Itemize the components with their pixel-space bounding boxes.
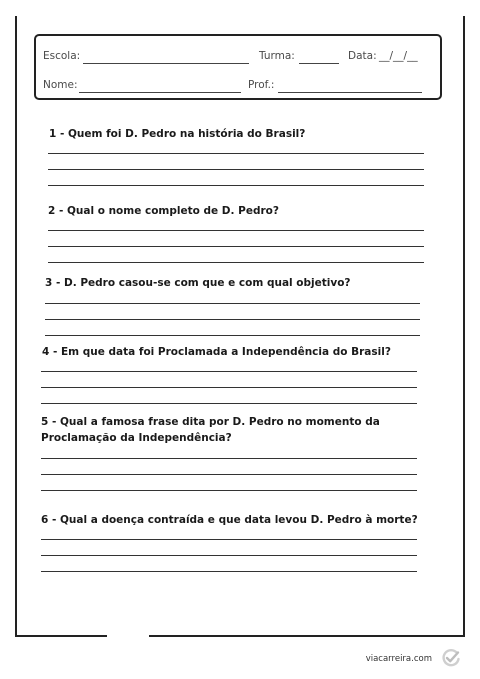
data-label: Data:: [348, 50, 377, 62]
turma-label: Turma:: [259, 50, 295, 62]
question-3: 3 - D. Pedro casou-se com que e com qual objetivo?: [45, 277, 351, 289]
footer-site[interactable]: viacarreira.com: [365, 654, 432, 664]
question-2: 2 - Qual o nome completo de D. Pedro?: [48, 205, 279, 217]
answer-line[interactable]: [48, 230, 424, 231]
prof-label: Prof.:: [248, 79, 275, 91]
answer-line[interactable]: [41, 539, 417, 540]
answer-line[interactable]: [41, 571, 417, 572]
nome-field[interactable]: [79, 92, 241, 93]
data-field[interactable]: __/__/__: [379, 50, 418, 62]
answer-line[interactable]: [48, 185, 424, 186]
answer-line[interactable]: [48, 169, 424, 170]
nome-label: Nome:: [43, 79, 78, 91]
answer-line[interactable]: [41, 555, 417, 556]
answer-line[interactable]: [41, 387, 417, 388]
answer-line[interactable]: [48, 262, 424, 263]
frame-gap: [107, 634, 149, 638]
question-5: 5 - Qual a famosa frase dita por D. Pedro no momento da Proclamação da Independência?: [41, 416, 380, 444]
escola-field[interactable]: [83, 63, 249, 64]
question-4: 4 - Em que data foi Proclamada a Independência do Brasil?: [42, 346, 391, 358]
answer-line[interactable]: [48, 153, 424, 154]
answer-line[interactable]: [48, 246, 424, 247]
viacarreira-check-icon: [441, 648, 461, 668]
escola-label: Escola:: [43, 50, 81, 62]
answer-line[interactable]: [45, 303, 420, 304]
answer-line[interactable]: [41, 371, 417, 372]
turma-field[interactable]: [299, 63, 339, 64]
page-frame: [15, 16, 465, 637]
answer-line[interactable]: [41, 458, 417, 459]
answer-line[interactable]: [45, 335, 420, 336]
question-1: 1 - Quem foi D. Pedro na história do Brasil?: [49, 128, 306, 140]
question-6: 6 - Qual a doença contraída e que data levou D. Pedro à morte?: [41, 514, 418, 526]
answer-line[interactable]: [41, 403, 417, 404]
answer-line[interactable]: [45, 319, 420, 320]
answer-line[interactable]: [41, 490, 417, 491]
answer-line[interactable]: [41, 474, 417, 475]
prof-field[interactable]: [278, 92, 422, 93]
header-box: [34, 34, 442, 100]
